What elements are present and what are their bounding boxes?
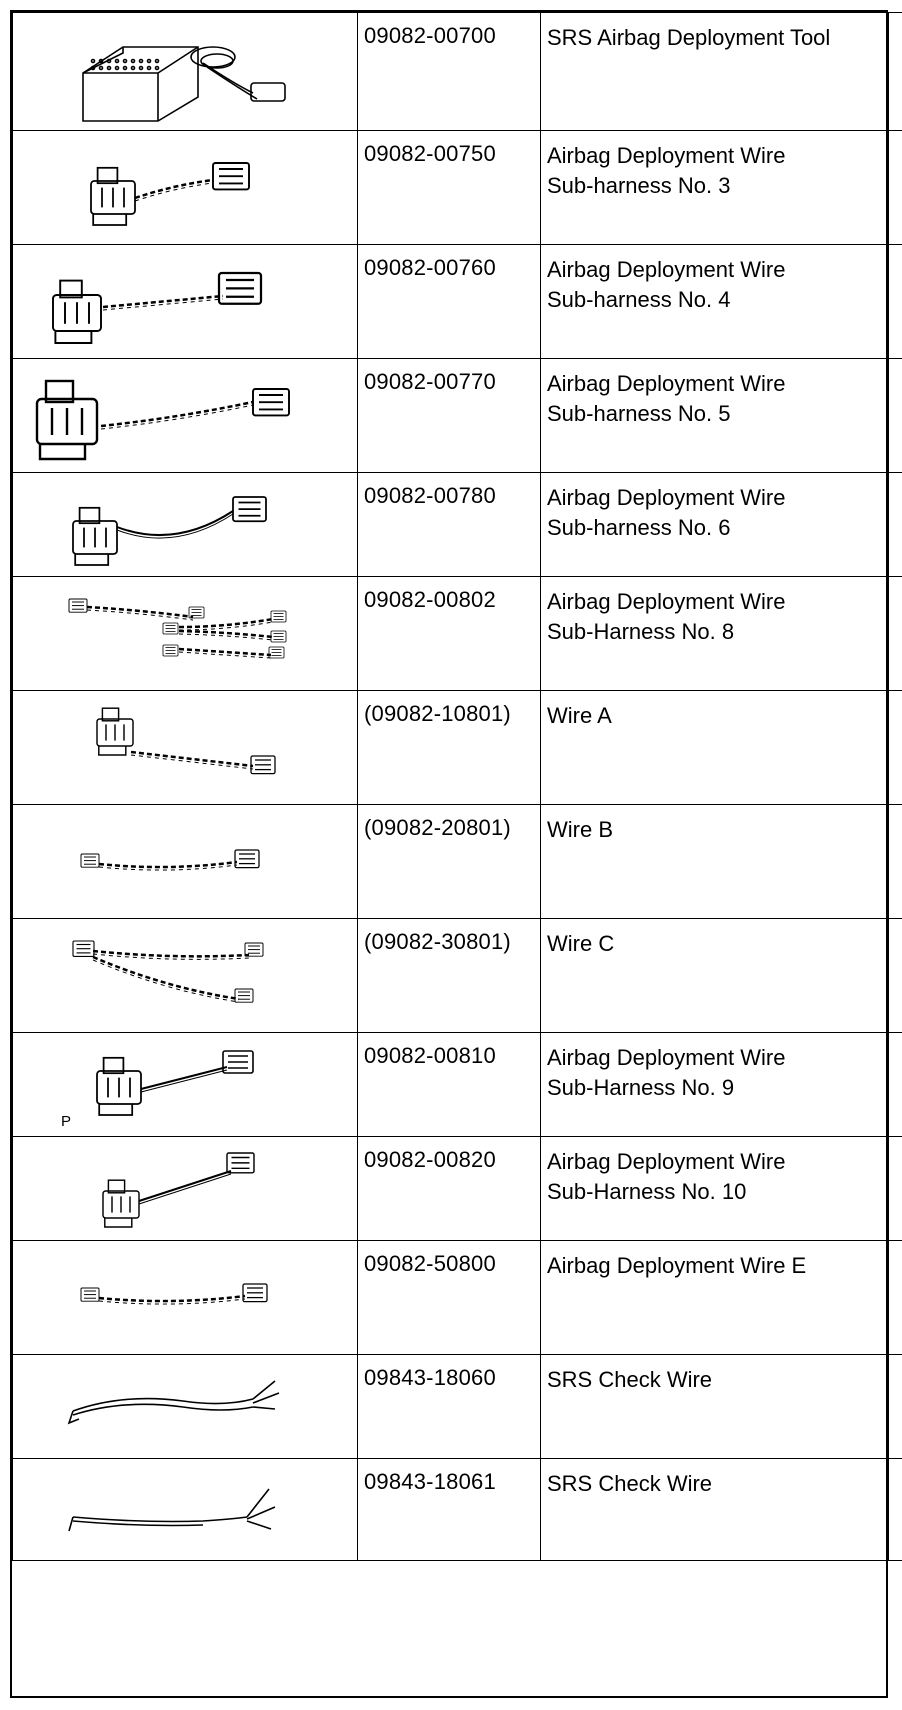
check-wire-icon: [13, 1459, 357, 1561]
tool-illustration-cell: [13, 805, 358, 919]
blank-column-cell: [889, 1241, 902, 1355]
tool-name-line: Airbag Deployment Wire: [547, 485, 786, 510]
tool-illustration-cell: [13, 1241, 358, 1355]
part-number: 09082-00700: [358, 13, 541, 131]
wire-a-icon: [13, 691, 357, 805]
blank-column-cell: [889, 919, 902, 1033]
tool-row: [13, 1459, 902, 1561]
part-number: 09082-50800: [358, 1241, 541, 1355]
wire-b-icon: [13, 805, 357, 919]
special-tools-table: [12, 12, 902, 1561]
sub-harness-4-icon: [13, 245, 357, 359]
tool-name: [541, 805, 889, 919]
part-number: 09082-00760: [358, 245, 541, 359]
tool-name-line: Sub-harness No. 6: [547, 515, 731, 540]
check-wire-icon: [13, 1355, 357, 1459]
tool-row: [13, 245, 902, 359]
tool-row: [13, 359, 902, 473]
deployment-wire-e-icon: [13, 1241, 357, 1355]
tool-illustration-cell: [13, 577, 358, 691]
illustration-mark: P: [61, 1113, 72, 1130]
sub-harness-3-icon: [13, 131, 357, 245]
tool-name-line: SRS Check Wire: [547, 1471, 713, 1496]
sub-harness-8-icon: [13, 577, 357, 691]
tool-illustration-cell: [13, 919, 358, 1033]
tool-name-line: Wire C: [547, 931, 615, 956]
tool-name-line: Airbag Deployment Wire E: [547, 1253, 807, 1278]
tool-illustration-cell: [13, 1137, 358, 1241]
tool-name-line: Airbag Deployment Wire: [547, 1045, 786, 1070]
tool-row: [13, 1137, 902, 1241]
blank-column-cell: [889, 13, 902, 131]
deployment-tool-icon: [13, 13, 357, 131]
tool-illustration-cell: [13, 1033, 358, 1137]
tool-name-line: Airbag Deployment Wire: [547, 143, 786, 168]
tool-illustration-cell: [13, 1355, 358, 1459]
blank-column-cell: [889, 245, 902, 359]
tool-name: [541, 473, 889, 577]
tool-name: [541, 1137, 889, 1241]
part-number: 09082-00810: [358, 1033, 541, 1137]
tool-name-line: SRS Airbag Deployment Tool: [547, 25, 831, 50]
part-number: (09082-20801): [358, 805, 541, 919]
tool-row: [13, 1241, 902, 1355]
tool-illustration-cell: [13, 691, 358, 805]
tool-name-line: Sub-Harness No. 9: [547, 1075, 735, 1100]
tool-name: [541, 359, 889, 473]
tool-name: [541, 577, 889, 691]
tool-name-line: Sub-harness No. 4: [547, 287, 731, 312]
tool-name-line: Sub-harness No. 5: [547, 401, 731, 426]
tool-name: [541, 919, 889, 1033]
tool-row: [13, 805, 902, 919]
part-number: 09843-18060: [358, 1355, 541, 1459]
tool-name-line: Sub-Harness No. 10: [547, 1179, 747, 1204]
part-number: 09082-00820: [358, 1137, 541, 1241]
sub-harness-6-icon: [13, 473, 357, 577]
tool-row: [13, 1355, 902, 1459]
blank-column-cell: [889, 131, 902, 245]
tool-row: [13, 473, 902, 577]
sub-harness-5-icon: [13, 359, 357, 473]
part-number: 09082-00802: [358, 577, 541, 691]
tool-name: [541, 13, 889, 131]
blank-column-cell: [889, 1355, 902, 1459]
tool-row: [13, 919, 902, 1033]
tool-name-line: Airbag Deployment Wire: [547, 1149, 786, 1174]
part-number: 09843-18061: [358, 1459, 541, 1561]
tool-name-line: Wire A: [547, 703, 612, 728]
tool-row: [13, 691, 902, 805]
part-number: (09082-10801): [358, 691, 541, 805]
tool-name-line: Sub-harness No. 3: [547, 173, 731, 198]
part-number: 09082-00750: [358, 131, 541, 245]
tool-illustration-cell: [13, 13, 358, 131]
tool-table-frame: [10, 10, 888, 1698]
tool-name: [541, 1459, 889, 1561]
tool-row: [13, 13, 902, 131]
blank-column-cell: [889, 1137, 902, 1241]
part-number: 09082-00780: [358, 473, 541, 577]
blank-column-cell: [889, 1459, 902, 1561]
tool-row: [13, 1033, 902, 1137]
tool-name: [541, 1241, 889, 1355]
tool-illustration-cell: [13, 359, 358, 473]
blank-column-cell: [889, 577, 902, 691]
blank-column-cell: [889, 805, 902, 919]
tool-name: [541, 1355, 889, 1459]
part-number: 09082-00770: [358, 359, 541, 473]
tool-name-line: Wire B: [547, 817, 613, 842]
tool-name: [541, 245, 889, 359]
blank-column-cell: [889, 359, 902, 473]
tool-name: [541, 691, 889, 805]
tool-illustration-cell: [13, 1459, 358, 1561]
tool-row: [13, 577, 902, 691]
wire-c-icon: [13, 919, 357, 1033]
tool-name-line: SRS Check Wire: [547, 1367, 713, 1392]
tool-name: [541, 1033, 889, 1137]
tool-row: [13, 131, 902, 245]
tool-name: [541, 131, 889, 245]
sub-harness-10-icon: [13, 1137, 357, 1241]
tool-name-line: Sub-Harness No. 8: [547, 619, 735, 644]
part-number: (09082-30801): [358, 919, 541, 1033]
tool-name-line: Airbag Deployment Wire: [547, 589, 786, 614]
tool-illustration-cell: [13, 245, 358, 359]
blank-column-cell: [889, 691, 902, 805]
tool-illustration-cell: [13, 131, 358, 245]
tool-name-line: Airbag Deployment Wire: [547, 257, 786, 282]
tool-illustration-cell: [13, 473, 358, 577]
blank-column-cell: [889, 1033, 902, 1137]
blank-column-cell: [889, 473, 902, 577]
tool-name-line: Airbag Deployment Wire: [547, 371, 786, 396]
